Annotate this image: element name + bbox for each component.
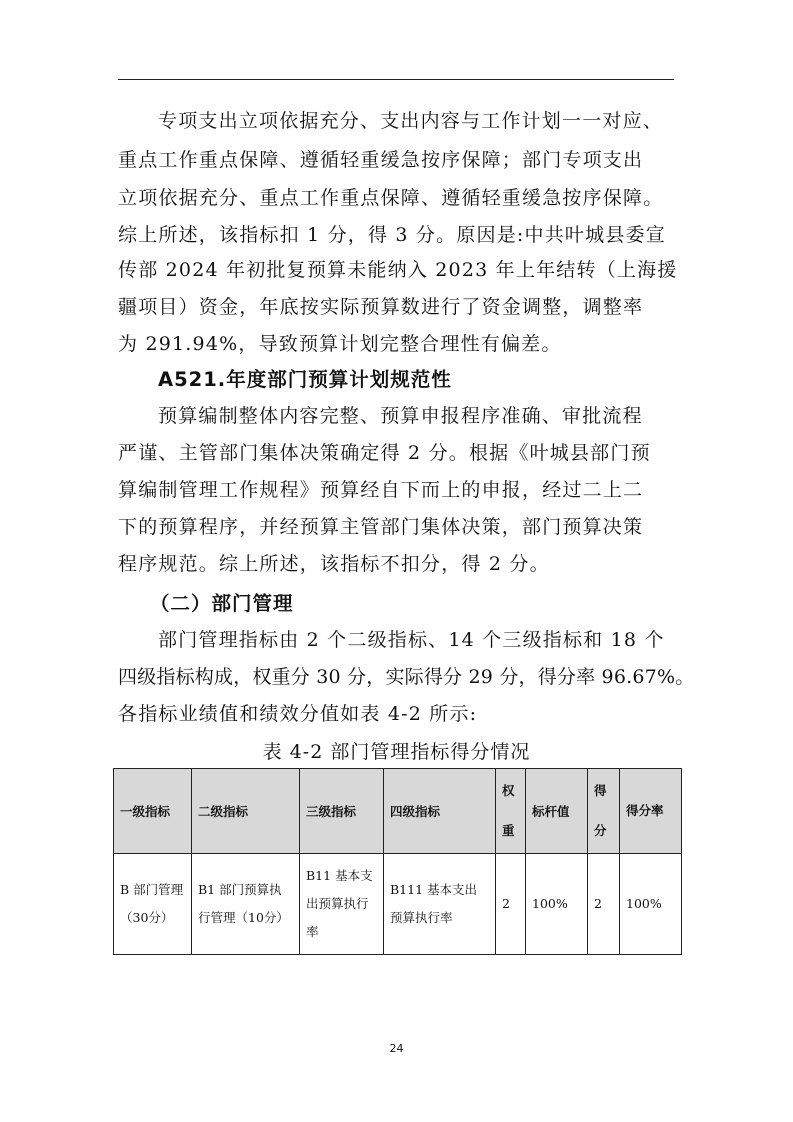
heading-a521: A521.年度部门预算计划规范性 [158,368,452,391]
text-line: 重点工作重点保障、遵循轻重缓急按序保障；部门专项支出 [118,149,644,171]
text-line: 综上所述，该指标扣 1 分，得 3 分。原因是:中共叶城县委宣 [118,224,666,246]
header-weight: 权重 [496,769,526,854]
text-line: 严谨、主管部门集体决策确定得 2 分。根据《叶城县部门预 [118,442,651,464]
text-line: 专项支出立项依据充分、支出内容与工作计划一一对应、 [158,110,664,132]
text-line: 立项依据充分、重点工作重点保障、遵循轻重缓急按序保障。 [118,187,664,209]
score-table [113,768,682,955]
text-line: 下的预算程序，并经预算主管部门集体决策，部门预算决策 [118,516,644,538]
text-line: 预算编制整体内容完整、预算申报程序准确、审批流程 [158,405,643,427]
text-line: 为 291.94%，导致预算计划完整合理性有偏差。 [118,333,562,355]
header-level3: 三级指标 [300,769,384,854]
text-line: 程序规范。综上所述，该指标不扣分，得 2 分。 [118,553,550,575]
header-level4: 四级指标 [384,769,496,854]
cell-rate: 100% [620,854,682,955]
header-rule [118,79,674,80]
section-heading: （二）部门管理 [150,592,294,615]
table-header-row [114,769,682,854]
cell-level4: B111 基本支出预算执行率 [384,854,496,955]
cell-level3: B11 基本支出预算执行率 [300,854,384,955]
text-line: 传部 2024 年初批复预算未能纳入 2023 年上年结转（上海援 [118,259,678,281]
cell-score: 2 [588,854,620,955]
cell-benchmark: 100% [526,854,588,955]
header-level1: 一级指标 [114,769,192,854]
text-line: 疆项目）资金，年底按实际预算数进行了资金调整，调整率 [118,296,644,318]
text-line: 算编制管理工作规程》预算经自下而上的申报，经过二上二 [118,479,644,501]
header-score: 得分 [588,769,620,854]
table-caption: 表 4-2 部门管理指标得分情况 [262,741,531,763]
header-rate: 得分率 [620,769,682,854]
text-line: 部门管理指标由 2 个二级指标、14 个三级指标和 18 个 [158,629,665,651]
page-number: 24 [389,1042,404,1055]
header-benchmark: 标杆值 [526,769,588,854]
text-line: 各指标业绩值和绩效分值如表 4-2 所示: [118,703,478,725]
cell-level2: B1 部门预算执行管理（10分） [192,854,300,955]
cell-level1: B 部门管理（30分） [114,854,192,955]
table-row [114,854,682,955]
text-line: 四级指标构成，权重分 30 分，实际得分 29 分，得分率 96.67%。 [118,666,695,688]
cell-weight: 2 [496,854,526,955]
header-level2: 二级指标 [192,769,300,854]
